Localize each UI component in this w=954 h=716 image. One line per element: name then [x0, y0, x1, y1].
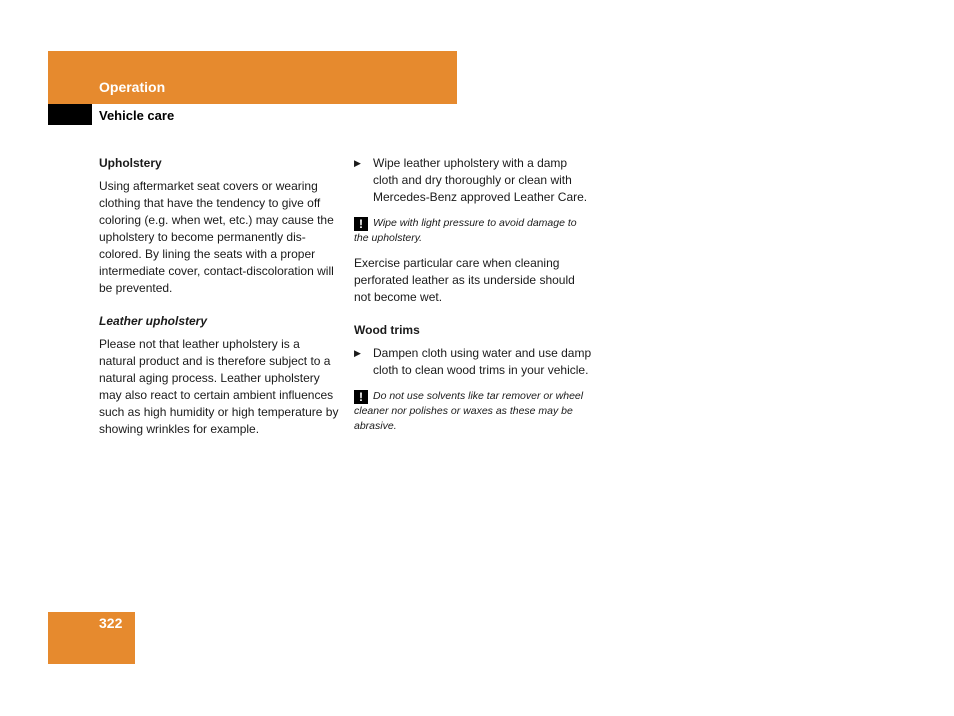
section-title: Operation	[99, 79, 166, 95]
arrow-bullet-icon: ▶	[354, 348, 361, 358]
instruction-text: Dampen cloth using water and use damp cloth to clean wood trims in your vehicle.	[373, 346, 592, 377]
perforated-leather-paragraph: Exercise particular care when cleaning perforated leather as its underside should not become wet.	[354, 256, 575, 304]
upholstery-heading: Upholstery	[99, 156, 162, 170]
subsection-title: Vehicle care	[99, 108, 175, 123]
section-marker	[48, 104, 92, 125]
header-band	[48, 51, 457, 104]
page-number: 322	[99, 615, 123, 631]
exclamation-icon: !	[354, 390, 368, 404]
instruction-item	[354, 345, 594, 379]
warning-text: Wipe with light pressure to avoid damage to the upholstery.	[354, 217, 577, 244]
arrow-bullet-icon: ▶	[354, 158, 361, 168]
instruction-text: Wipe leather upholstery with a damp cloth and dry thoroughly or clean with Mercedes-Benz approved Leather Care.	[373, 156, 588, 204]
leather-paragraph: Please not that leather upholstery is a natural product and is therefore subject to a natural aging process. Leather upholstery may also react to certain ambient influences such as high humidity or high temperature by showing wrinkles for example.	[99, 337, 339, 436]
wood-trims-heading: Wood trims	[354, 323, 420, 337]
leather-upholstery-heading: Leather upholstery	[99, 314, 208, 328]
left-column	[99, 155, 339, 454]
exclamation-icon: !	[354, 217, 368, 231]
warning-note	[354, 389, 594, 434]
upholstery-paragraph: Using aftermarket seat covers or wearing clothing that have the tendency to give off coloring (e.g. when wet, etc.) may cause the upholstery to become permanently dis-colored. By lining the seats with a proper intermediate cover, contact-discoloration will be prevented.	[99, 179, 334, 295]
warning-text: Do not use solvents like tar remover or wheel cleaner nor polishes or waxes as these may be abrasive.	[354, 390, 584, 432]
right-column	[354, 155, 594, 443]
instruction-item	[354, 155, 594, 206]
warning-note	[354, 216, 594, 246]
